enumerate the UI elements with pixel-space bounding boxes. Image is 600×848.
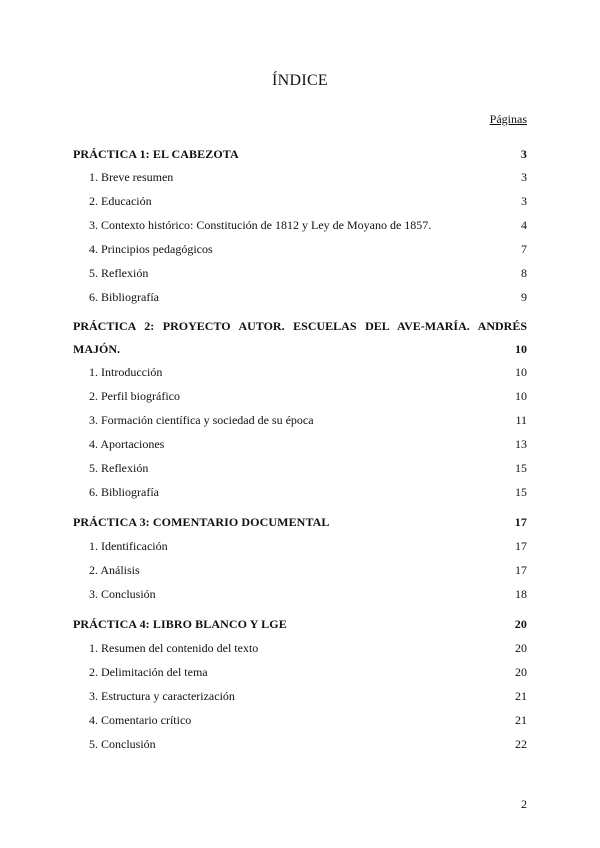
toc-item[interactable] xyxy=(73,483,527,501)
toc-section-3[interactable] xyxy=(73,513,527,531)
section-page: 20 xyxy=(514,617,527,631)
section-page: 3 xyxy=(520,147,527,161)
item-page: 9 xyxy=(521,290,527,304)
section-heading-line-2: MAJÓN. xyxy=(73,342,120,356)
toc-item[interactable] xyxy=(73,735,527,753)
item-page: 21 xyxy=(515,713,527,727)
item-page: 17 xyxy=(515,539,527,553)
item-label: 5. Reflexión xyxy=(89,461,149,475)
item-page: 15 xyxy=(515,485,527,499)
toc-item[interactable] xyxy=(73,192,527,210)
item-page: 10 xyxy=(515,389,527,403)
toc-item[interactable] xyxy=(73,687,527,705)
item-label: 3. Conclusión xyxy=(89,587,156,601)
item-label: 2. Educación xyxy=(89,194,152,208)
item-label: 1. Resumen del contenido del texto xyxy=(89,641,259,655)
item-label: 4. Comentario crítico xyxy=(89,713,192,727)
toc-item[interactable] xyxy=(73,639,527,657)
toc-item[interactable] xyxy=(73,387,527,405)
item-label: 1. Introducción xyxy=(89,365,163,379)
toc-item[interactable] xyxy=(73,711,527,729)
item-page: 4 xyxy=(521,218,527,232)
section-heading: PRÁCTICA 4: LIBRO BLANCO Y LGE xyxy=(73,617,287,631)
item-label: 2. Análisis xyxy=(89,563,140,577)
toc-item[interactable] xyxy=(73,459,527,477)
toc-item[interactable] xyxy=(73,585,527,603)
item-label: 1. Breve resumen xyxy=(89,170,174,184)
toc-item[interactable] xyxy=(73,168,527,186)
item-page: 10 xyxy=(515,365,527,379)
toc-item[interactable] xyxy=(73,363,527,381)
item-label: 6. Bibliografía xyxy=(89,485,159,499)
item-label: 5. Conclusión xyxy=(89,737,156,751)
toc-item[interactable] xyxy=(73,216,527,234)
item-page: 13 xyxy=(515,437,527,451)
item-page: 21 xyxy=(515,689,527,703)
item-page: 3 xyxy=(521,170,527,184)
item-label: 5. Reflexión xyxy=(89,266,149,280)
section-page: 10 xyxy=(515,342,527,356)
item-label: 4. Aportaciones xyxy=(89,437,165,451)
item-page: 8 xyxy=(521,266,527,280)
toc-item[interactable] xyxy=(73,264,527,282)
toc-item[interactable] xyxy=(73,537,527,555)
section-heading-line-1: PRÁCTICA 2: PROYECTO AUTOR. ESCUELAS DEL AVE-MARÍA. ANDRÉS xyxy=(73,319,527,333)
item-page: 7 xyxy=(521,242,527,256)
item-page: 17 xyxy=(515,563,527,577)
toc-item[interactable] xyxy=(73,663,527,681)
item-page: 3 xyxy=(521,194,527,208)
pages-column-header: Páginas xyxy=(489,112,527,126)
section-heading: PRÁCTICA 1: EL CABEZOTA xyxy=(73,147,239,161)
section-heading: PRÁCTICA 3: COMENTARIO DOCUMENTAL xyxy=(73,515,330,529)
item-label: 2. Perfil biográfico xyxy=(89,389,180,403)
item-page: 18 xyxy=(515,587,527,601)
item-label: 6. Bibliografía xyxy=(89,290,159,304)
item-label: 3. Contexto histórico: Constitución de 1812 y Ley de Moyano de 1857. xyxy=(89,218,432,232)
item-label: 2. Delimitación del tema xyxy=(89,665,208,679)
item-label: 3. Estructura y caracterización xyxy=(89,689,235,703)
toc-item[interactable] xyxy=(73,288,527,306)
page-title: ÍNDICE xyxy=(271,72,328,89)
item-page: 22 xyxy=(515,737,527,751)
toc-item[interactable] xyxy=(73,435,527,453)
toc-section-4[interactable] xyxy=(73,615,527,633)
item-label: 4. Principios pedagógicos xyxy=(89,242,213,256)
item-label: 3. Formación científica y sociedad de su época xyxy=(89,413,314,427)
item-page: 20 xyxy=(515,665,527,679)
section-page: 17 xyxy=(514,515,527,529)
toc-section-2[interactable] xyxy=(73,315,527,361)
toc-item[interactable] xyxy=(73,561,527,579)
item-page: 15 xyxy=(515,461,527,475)
page-number: 2 xyxy=(521,797,527,811)
item-page: 11 xyxy=(515,413,527,427)
toc-item[interactable] xyxy=(73,411,527,429)
item-page: 20 xyxy=(515,641,527,655)
item-label: 1. Identificación xyxy=(89,539,168,553)
toc-section-1[interactable] xyxy=(73,145,527,163)
toc-item[interactable] xyxy=(73,240,527,258)
